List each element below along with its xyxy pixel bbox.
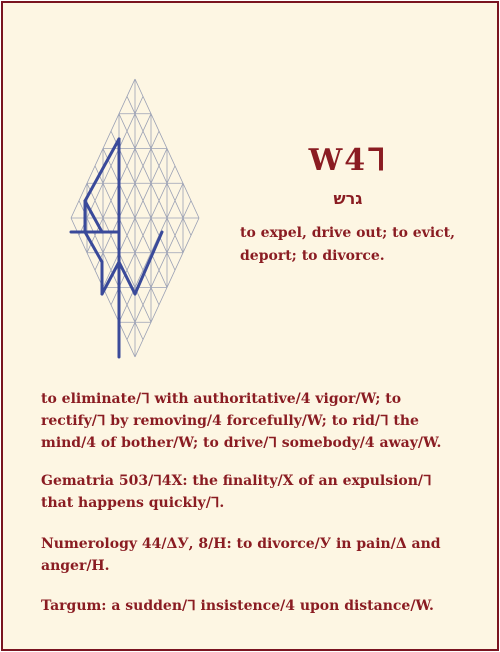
glyph-stroke [119, 262, 135, 294]
letter-grid-diagram [67, 77, 203, 359]
hebrew-word: גרש [333, 189, 363, 208]
glyph-stroke [85, 139, 119, 201]
glyph-stroke [85, 232, 102, 262]
grid-lines [71, 79, 199, 357]
word-title: W4ᒣ [308, 143, 388, 178]
targum-paragraph: Targum: a sudden/ᒣ insistence/4 upon distance/W. [41, 598, 434, 614]
numerology-paragraph: Numerology 44/ΔУ, 8/H: to divorce/У in pain/Δ and anger/H. [41, 536, 441, 574]
glyph-stroke [135, 232, 162, 294]
card [1, 1, 499, 651]
gematria-paragraph: Gematria 503/ᒣ4X: the finality/X of an expulsion/ᒣ that happens quickly/ᒣ. [41, 473, 432, 511]
meaning-paragraph: to eliminate/ᒣ with authoritative/4 vigor/W; to rectify/ᒣ by removing/4 forcefully/W; to rid/ᒣ the mind/4 of bother/W; to drive/ᒣ somebody/4 away/W. [41, 391, 442, 451]
glyph-stroke [102, 262, 119, 294]
definition: to expel, drive out; to evict, deport; to divorce. [240, 225, 456, 264]
